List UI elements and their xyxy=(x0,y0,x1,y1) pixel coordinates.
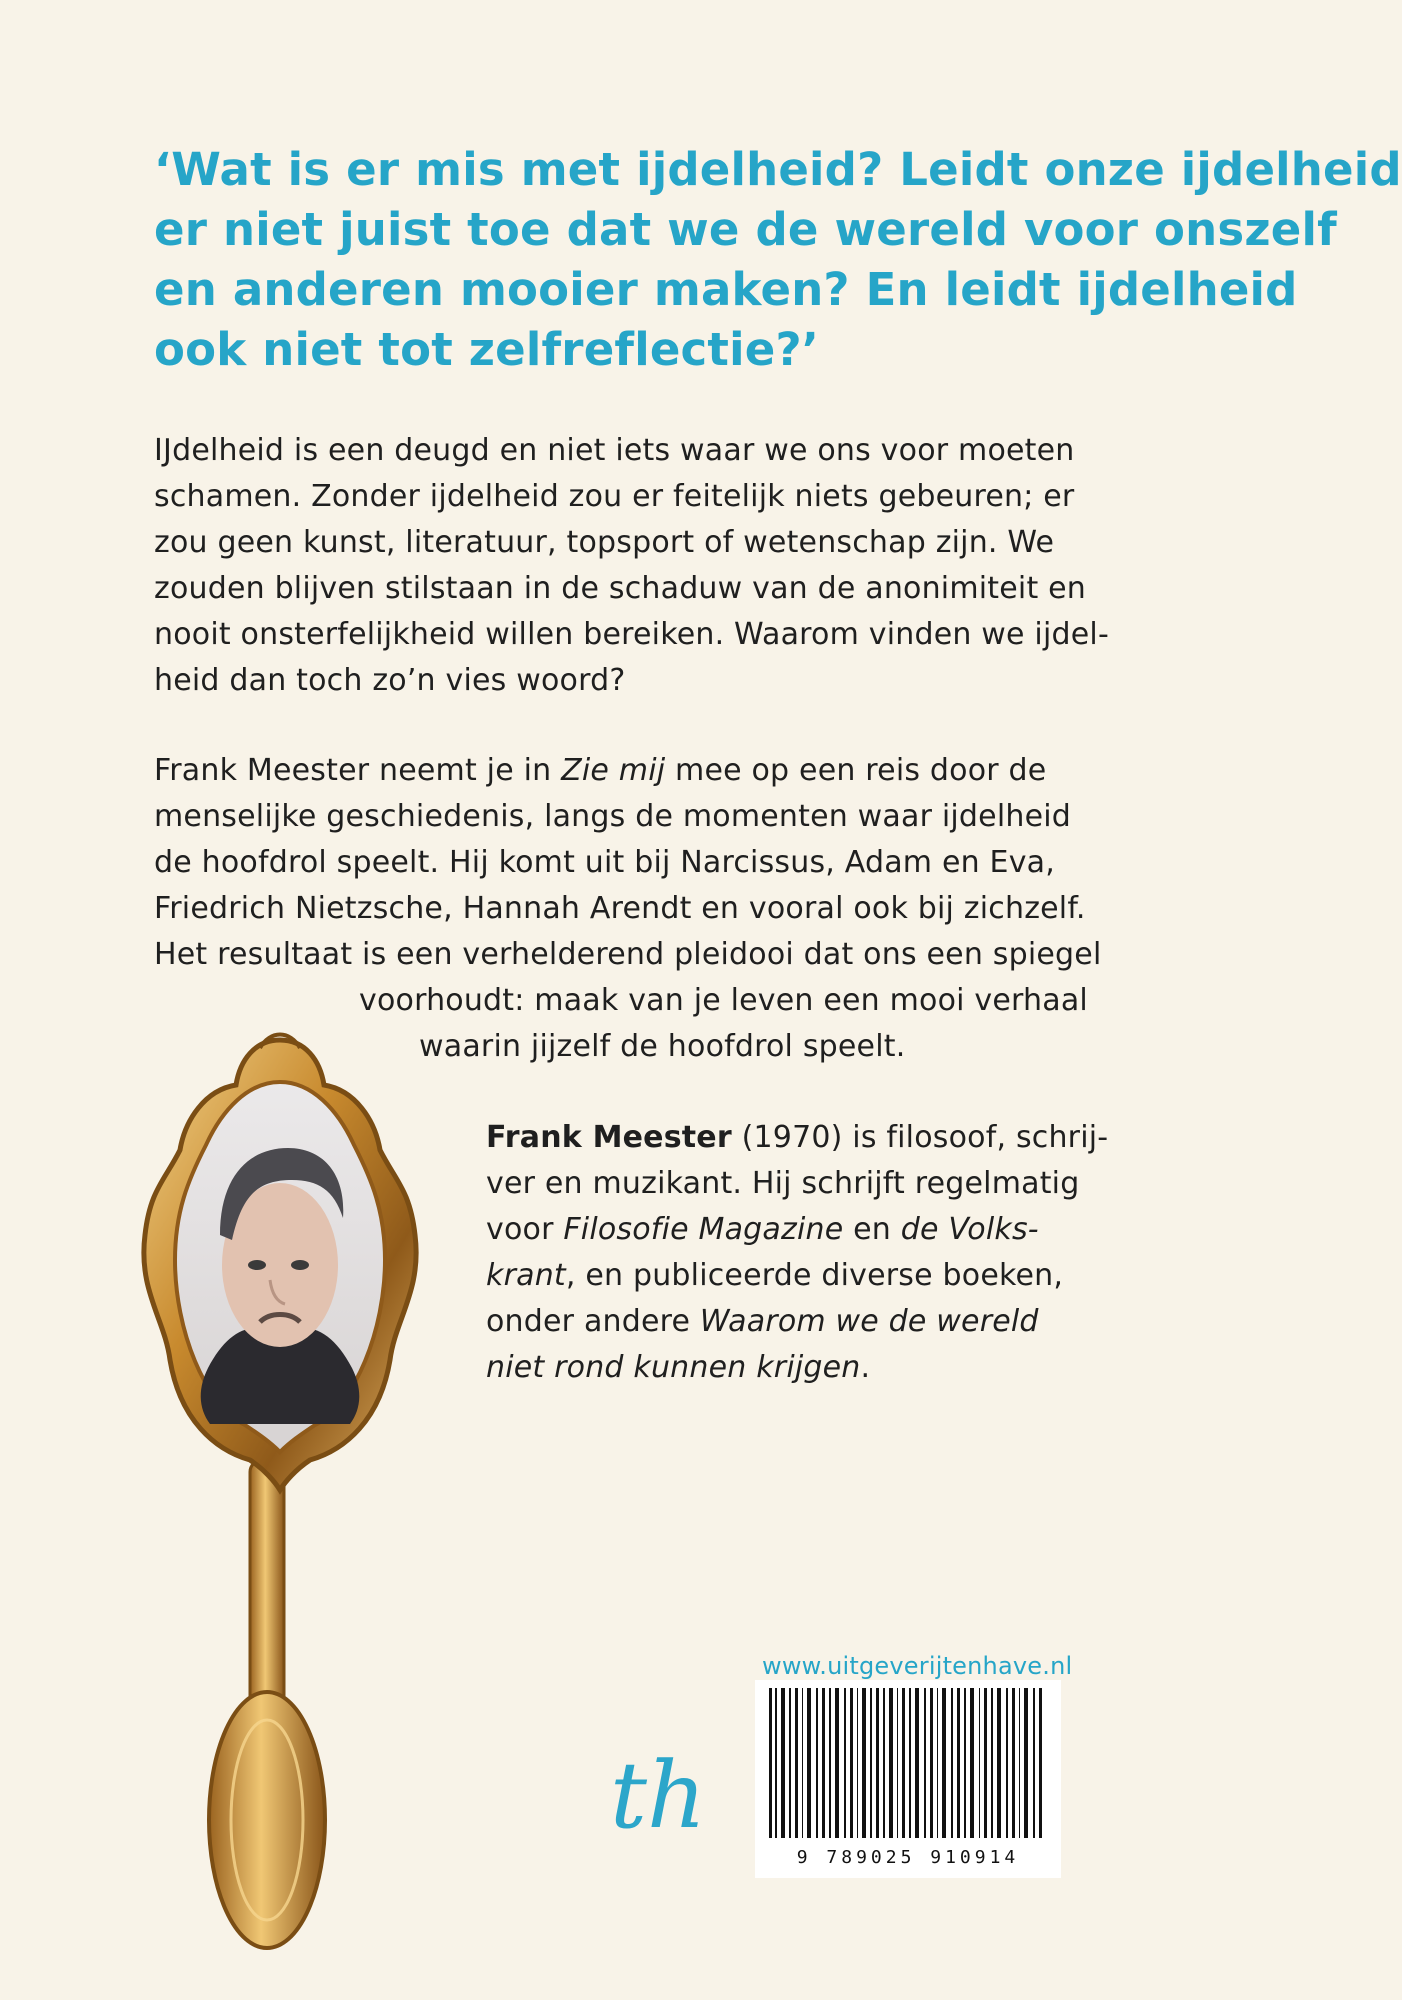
paragraph-line: de hoofdrol speelt. Hij komt uit bij Narcissus, Adam en Eva, xyxy=(154,845,1055,880)
quote-line: en anderen mooier maken? En leidt ijdelheid xyxy=(154,263,1298,316)
paragraph-line: heid dan toch zo’n vies woord? xyxy=(154,663,626,698)
bio-line xyxy=(486,1115,1109,1161)
bio-line xyxy=(486,1253,1076,1299)
paragraph-line: zou geen kunst, literatuur, topsport of wetenschap zijn. We xyxy=(154,525,1055,560)
paragraph-text: mee op een reis door de xyxy=(665,753,1047,788)
barcode-number: 9 789025 910914 xyxy=(796,1847,1020,1868)
publisher-logo: th xyxy=(610,1742,707,1849)
paragraph-line: menselijke geschiedenis, langs de momenten waar ijdelheid xyxy=(154,799,1072,834)
publication-title: Filosofie Magazine xyxy=(563,1212,844,1247)
publisher-url[interactable]: www.uitgeverijtenhave.nl xyxy=(762,1652,1073,1680)
hand-mirror-author-photo xyxy=(110,1030,450,1960)
description-paragraph-2 xyxy=(154,748,1102,1070)
author-name: Frank Meester xyxy=(486,1120,732,1155)
bio-text: , en publiceerde diverse boeken, xyxy=(565,1258,1064,1293)
paragraph-line: Het resultaat is een verhelderend pleidooi dat ons een spiegel xyxy=(154,937,1102,972)
mirror-handle xyxy=(250,1460,284,1710)
quote-line: ook niet tot zelfreflectie?’ xyxy=(154,323,820,376)
bio-text: (1970) is filosoof, schrij- xyxy=(731,1120,1109,1155)
book-title: niet rond kunnen krijgen xyxy=(486,1350,861,1385)
book-title: Waarom we de wereld xyxy=(699,1304,1039,1339)
publication-title: de Volks- xyxy=(900,1212,1039,1247)
author-bio xyxy=(486,1115,1109,1391)
mirror-handle-base xyxy=(209,1692,325,1948)
book-title: Zie mij xyxy=(561,753,666,788)
bio-text: voor xyxy=(486,1212,564,1247)
paragraph-line xyxy=(154,748,1066,794)
back-cover-quote xyxy=(154,140,1402,380)
quote-line: er niet juist toe dat we de wereld voor onszelf xyxy=(154,203,1337,256)
barcode-bars xyxy=(769,1688,1047,1838)
paragraph-line: Friedrich Nietzsche, Hannah Arendt en vooral ook bij zichzelf. xyxy=(154,891,1086,926)
paragraph-text: Frank Meester neemt je in xyxy=(154,753,562,788)
paragraph-line: nooit onsterfelijkheid willen bereiken. Waarom vinden we ijdel- xyxy=(154,617,1109,652)
paragraph-line: waarin jijzelf de hoofdrol speelt. xyxy=(419,1029,906,1064)
bio-text: onder andere xyxy=(486,1304,700,1339)
barcode xyxy=(755,1680,1061,1878)
bio-text: . xyxy=(860,1350,871,1385)
bio-line xyxy=(486,1345,1076,1391)
description-paragraph-1 xyxy=(154,428,1109,704)
paragraph-line: zouden blijven stilstaan in de schaduw van de anonimiteit en xyxy=(154,571,1087,606)
paragraph-line: schamen. Zonder ijdelheid zou er feitelijk niets gebeuren; er xyxy=(154,479,1075,514)
bio-line xyxy=(486,1207,1076,1253)
bio-text: en xyxy=(843,1212,901,1247)
bio-line: ver en muzikant. Hij schrijft regelmatig xyxy=(486,1166,1080,1201)
paragraph-line: voorhoudt: maak van je leven een mooi verhaal xyxy=(359,983,1088,1018)
quote-line: ‘Wat is er mis met ijdelheid? Leidt onze ijdelheid xyxy=(154,143,1402,196)
mirror-illustration xyxy=(110,1030,450,1960)
publication-title: krant xyxy=(486,1258,566,1293)
paragraph-line: IJdelheid is een deugd en niet iets waar we ons voor moeten xyxy=(154,433,1075,468)
bio-line xyxy=(486,1299,1076,1345)
